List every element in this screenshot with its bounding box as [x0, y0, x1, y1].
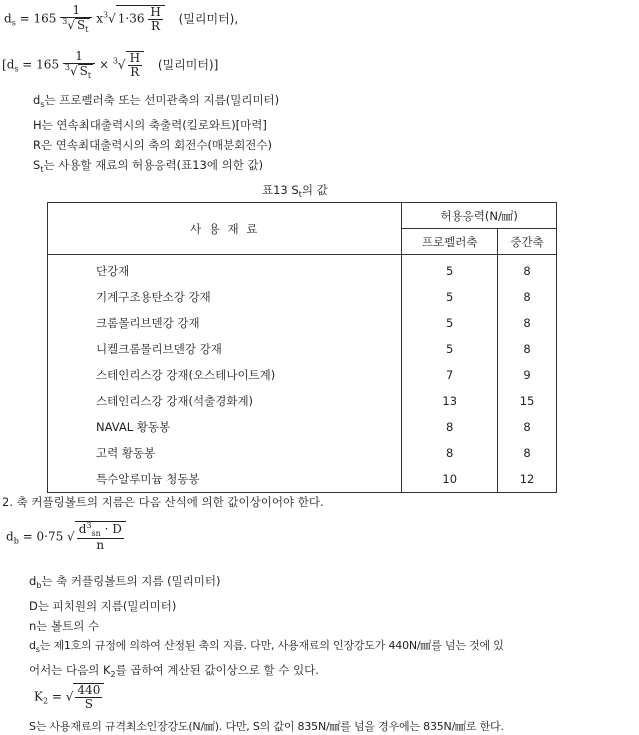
cell-propeller: 5 [402, 336, 498, 362]
formula-subscript: 2 [42, 696, 49, 706]
table-row [48, 310, 557, 336]
formula-coefficient: = 0·75 [22, 529, 64, 544]
fraction-denominator: R [151, 18, 161, 33]
definition-text: 는 피치원의 지름(밀리미터) [37, 599, 177, 613]
definition-symbol: S [33, 158, 41, 172]
definition-symbol: d [29, 574, 37, 588]
cell-propeller: 5 [402, 284, 498, 310]
definition-item [29, 596, 504, 616]
cell-propeller: 8 [402, 414, 498, 440]
definition-text: 는 사용할 재료의 허용응력(표13에 의한 값) [43, 158, 264, 172]
cell-intermediate: 8 [498, 414, 557, 440]
fraction-numerator: 440 [77, 683, 101, 697]
definition-symbol: D [29, 599, 38, 613]
cell-propeller: 10 [402, 466, 498, 493]
formula-symbol: K [34, 689, 43, 704]
definition-text: 은 연속최대출력시의 축의 회전수(매분회전수) [41, 138, 273, 152]
cell-material: NAVAL 황동봉 [48, 414, 402, 440]
cell-propeller: 8 [402, 440, 498, 466]
cell-propeller: 5 [402, 255, 498, 285]
cell-propeller: 13 [402, 388, 498, 414]
header-intermediate-shaft: 중간축 [498, 229, 557, 255]
numerator-subscript: sn [91, 529, 101, 538]
cell-material: 니켈크롬몰리브덴강 강재 [48, 336, 402, 362]
definition-text: 는 볼트의 수 [36, 619, 100, 633]
root-index: 3 [112, 56, 118, 66]
definition-list [33, 90, 279, 180]
numerator-rest: · D [100, 522, 122, 536]
cell-intermediate: 8 [498, 336, 557, 362]
definition-symbol: d [29, 639, 36, 652]
fraction-numerator [77, 522, 124, 539]
header-allowable-stress: 허용응력(N/㎟) [402, 203, 557, 229]
formula-unit: (밀리미터), [178, 11, 239, 26]
fraction-denominator: R [130, 64, 140, 79]
definition-symbol: H [33, 118, 42, 132]
cell-intermediate: 8 [498, 440, 557, 466]
definition-symbol: d [33, 93, 41, 107]
fraction [60, 4, 92, 34]
fraction-numerator: H [129, 50, 141, 65]
root-index: 3 [103, 10, 109, 20]
bolt-diameter-formula: $d_b = 0\cdot 75$ √ $\frac{d^3_{sn} \cdot D}{n}$ [6, 521, 126, 552]
cell-intermediate: 8 [498, 284, 557, 310]
definition-item [29, 571, 504, 596]
equals-sign: = [51, 689, 62, 704]
cell-material: 스테인리스강 강재(오스테나이트계) [48, 362, 402, 388]
numerator-superscript: 3 [86, 521, 92, 530]
cube-root [116, 5, 165, 32]
fraction [128, 52, 142, 78]
definition-item [33, 115, 279, 135]
definition-item [33, 155, 279, 180]
numerator-symbol: d [78, 522, 87, 536]
formula-coefficient: 165 [36, 57, 60, 72]
bolt-definition-list [29, 571, 504, 685]
caption-text: 의 값 [301, 183, 328, 197]
definition-symbol: n [29, 619, 37, 633]
table-row [48, 440, 557, 466]
k2-formula: $K_2$ = √ $\frac{440}{S}$ [34, 683, 104, 710]
formula-unit: (밀리미터)] [157, 57, 219, 72]
radicand: S [76, 17, 86, 32]
formula-symbol: d [4, 11, 12, 26]
table-row [48, 466, 557, 493]
header-propeller-shaft: 프로펠러축 [402, 229, 498, 255]
definition-text: 는 연속최대출력시의 축출력(킬로와트)[마력] [41, 118, 267, 132]
formula-1: $d_s = 165$ $\frac{1}{^3√ S_t}$ $x^3√$ 1·36 $\frac{H}{R}$ (밀리미터), [4, 3, 239, 34]
table-row [48, 414, 557, 440]
cell-intermediate: 8 [498, 310, 557, 336]
cube-root [126, 51, 144, 78]
table-row [48, 362, 557, 388]
caption-subscript: t [298, 190, 302, 199]
section-2-heading: 2. 축 커플링볼트의 지름은 다음 산식에 의한 값이상이어야 한다. [2, 495, 324, 509]
definition-subscript: t [40, 165, 44, 174]
table-row [48, 388, 557, 414]
times-sign: × [98, 57, 109, 72]
fraction-denominator: S [84, 696, 93, 711]
table-row [48, 336, 557, 362]
fraction [77, 522, 124, 552]
cell-material: 특수알루미늄 청동봉 [48, 466, 402, 493]
formula-coefficient: 165 [33, 11, 57, 26]
definition-item [29, 636, 504, 660]
bracket: [ [2, 57, 7, 72]
allowable-stress-table [47, 202, 557, 493]
radicand-subscript: t [85, 24, 89, 34]
fraction-denominator: $^3$√ $S_t$ [64, 62, 92, 80]
cell-material: 단강재 [48, 255, 402, 285]
formula-symbol: d [6, 529, 14, 544]
fraction-numerator: 1 [60, 4, 92, 18]
square-root [75, 521, 126, 552]
definition-symbol: R [33, 138, 41, 152]
definition-subscript: s [35, 645, 40, 654]
table-row [48, 284, 557, 310]
fraction-denominator: $^3$√ $S_t$ [62, 16, 89, 34]
definition-subscript: s [40, 100, 45, 109]
definition-item [29, 660, 504, 685]
radicand-subscript: t [87, 70, 92, 80]
inner-coefficient: 1·36 [117, 11, 145, 26]
formula-2: [$d_s = 165$ $\frac{1}{^3√ S_t}$ × $^3$√ $\frac{H}{R}$ (밀리미터)] [2, 49, 219, 80]
definition-subscript: b [36, 581, 42, 590]
cell-material: 스테인리스강 강재(석출경화계) [48, 388, 402, 414]
definition-text: 어서는 다음의 K [29, 663, 111, 677]
header-material: 사 용 재 료 [48, 203, 402, 255]
square-root [73, 683, 104, 710]
radicand: S [79, 63, 88, 78]
fraction [148, 6, 162, 32]
formula-subscript: s [14, 64, 19, 74]
definition-item [29, 616, 504, 636]
cell-material: 크롬몰리브덴강 강재 [48, 310, 402, 336]
cell-propeller: 5 [402, 310, 498, 336]
definition-subscript: 2 [110, 670, 116, 679]
formula-subscript: b [13, 536, 19, 546]
cell-intermediate: 12 [498, 466, 557, 493]
definition-item [33, 90, 279, 115]
table-caption [262, 182, 328, 199]
fraction [63, 50, 95, 80]
cell-intermediate: 9 [498, 362, 557, 388]
s-definition: S는 사용재료의 규격최소인장강도(N/㎟). 다만, S의 값이 835N/㎟를 넘을 경우에는 835N/㎟로 한다. [29, 720, 504, 733]
root-index: 3 [62, 16, 68, 26]
fraction-numerator: 1 [63, 50, 95, 64]
formula-symbol: d [6, 57, 15, 72]
fraction-denominator: n [96, 538, 105, 553]
definition-text: 는 프로펠러축 또는 선미관축의 지름(밀리미터) [44, 93, 280, 107]
table-row [48, 255, 557, 285]
cell-material: 기계구조용탄소강 강재 [48, 284, 402, 310]
cell-intermediate: 15 [498, 388, 557, 414]
fraction-numerator: H [150, 4, 161, 19]
root-index: 3 [64, 62, 70, 72]
definition-item [33, 135, 279, 155]
definition-text: 를 곱하여 계산된 값이상으로 할 수 있다. [115, 663, 319, 677]
fraction [75, 684, 102, 710]
definition-text: 는 축 커플링볼트의 지름 (밀리미터) [41, 574, 221, 588]
cell-material: 고력 황동봉 [48, 440, 402, 466]
formula-variable: x [96, 11, 104, 26]
formula-subscript: s [11, 18, 16, 28]
cell-propeller: 7 [402, 362, 498, 388]
cell-intermediate: 8 [498, 255, 557, 285]
definition-text: 는 제1호의 규정에 의하여 산정된 축의 지름. 다만, 사용재료의 인장강도가 440N/㎟를 넘는 것에 있 [39, 639, 504, 652]
caption-text: 표13 S [262, 183, 299, 197]
